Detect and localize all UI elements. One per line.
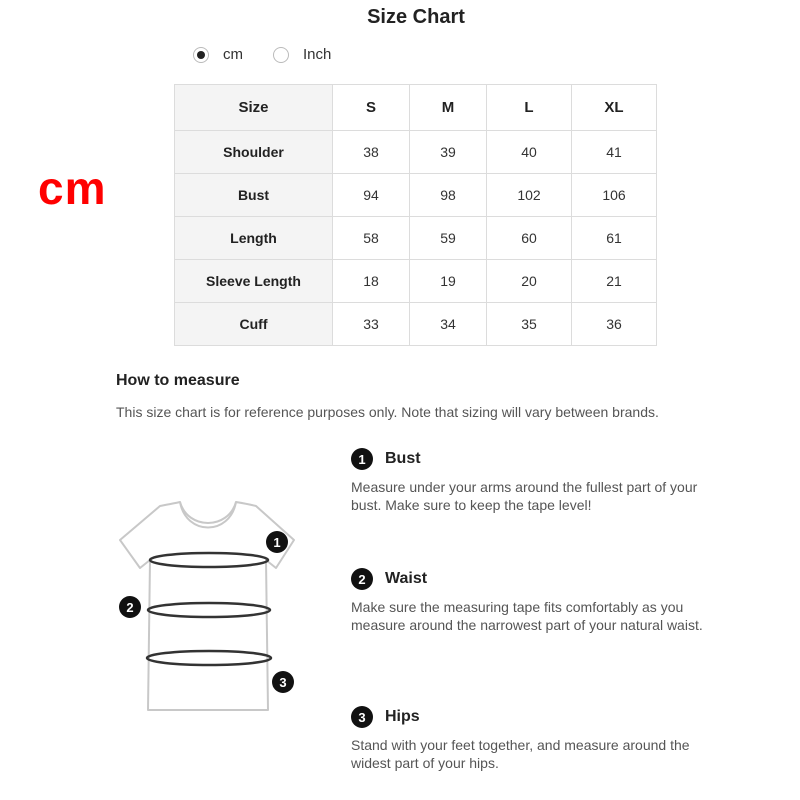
page-title: Size Chart xyxy=(367,6,465,28)
step-title: Waist xyxy=(385,570,428,587)
measure-step-waist xyxy=(351,568,731,634)
number-1-icon: 1 xyxy=(351,448,373,470)
tshirt-measure-icon xyxy=(108,500,308,720)
unit-option-label: Inch xyxy=(303,46,332,63)
table-cell: 18 xyxy=(333,260,410,303)
table-cell: 41 xyxy=(572,131,657,174)
row-label: Sleeve Length xyxy=(175,260,333,303)
table-cell: 60 xyxy=(487,217,572,260)
table-row xyxy=(175,174,657,217)
row-label: Shoulder xyxy=(175,131,333,174)
unit-option-label: cm xyxy=(223,46,243,63)
table-cell: 35 xyxy=(487,303,572,346)
table-header-cell: M xyxy=(410,85,487,131)
unit-option-cm[interactable] xyxy=(193,46,243,63)
row-label: Length xyxy=(175,217,333,260)
table-cell: 102 xyxy=(487,174,572,217)
table-row xyxy=(175,217,657,260)
table-cell: 59 xyxy=(410,217,487,260)
measure-step-bust xyxy=(351,448,731,514)
number-2-icon: 2 xyxy=(351,568,373,590)
step-title: Bust xyxy=(385,450,421,467)
marker-2-icon xyxy=(119,596,141,618)
table-header-cell: XL xyxy=(572,85,657,131)
step-description: Measure under your arms around the fullest part of your bust. Make sure to keep the tape level! xyxy=(351,479,698,513)
measure-step-hips xyxy=(351,706,731,772)
step-heading xyxy=(351,448,731,470)
table-cell: 38 xyxy=(333,131,410,174)
table-cell: 33 xyxy=(333,303,410,346)
step-heading xyxy=(351,706,731,728)
marker-3-icon xyxy=(272,671,294,693)
table-cell: 20 xyxy=(487,260,572,303)
size-table xyxy=(174,84,657,346)
table-row xyxy=(175,260,657,303)
table-row xyxy=(175,303,657,346)
step-description: Make sure the measuring tape fits comfortably as you measure around the narrowest part of your natural waist. xyxy=(351,599,703,633)
marker-label: 1 xyxy=(273,535,281,550)
row-label: Cuff xyxy=(175,303,333,346)
table-cell: 19 xyxy=(410,260,487,303)
radio-inch-icon[interactable] xyxy=(273,47,289,63)
table-cell: 106 xyxy=(572,174,657,217)
marker-label: 2 xyxy=(126,600,134,615)
how-to-measure-note: This size chart is for reference purposes only. Note that sizing will vary between brands. xyxy=(116,404,659,420)
radio-cm-icon[interactable] xyxy=(193,47,209,63)
marker-label: 3 xyxy=(279,675,287,690)
table-cell: 21 xyxy=(572,260,657,303)
table-header-cell: S xyxy=(333,85,410,131)
table-cell: 34 xyxy=(410,303,487,346)
unit-toggle xyxy=(193,46,361,63)
table-cell: 36 xyxy=(572,303,657,346)
step-description: Stand with your feet together, and measure around the widest part of your hips. xyxy=(351,737,690,771)
row-label: Bust xyxy=(175,174,333,217)
table-header-cell: Size xyxy=(175,85,333,131)
number-3-icon: 3 xyxy=(351,706,373,728)
table-cell: 40 xyxy=(487,131,572,174)
step-title: Hips xyxy=(385,708,420,725)
unit-option-inch[interactable] xyxy=(273,46,331,63)
table-cell: 94 xyxy=(333,174,410,217)
table-cell: 58 xyxy=(333,217,410,260)
step-heading xyxy=(351,568,731,590)
table-header-row xyxy=(175,85,657,131)
table-cell: 61 xyxy=(572,217,657,260)
table-row xyxy=(175,131,657,174)
table-header-cell: L xyxy=(487,85,572,131)
table-cell: 98 xyxy=(410,174,487,217)
unit-banner: cm xyxy=(38,162,107,214)
table-cell: 39 xyxy=(410,131,487,174)
marker-1-icon xyxy=(266,531,288,553)
how-to-measure-heading: How to measure xyxy=(116,372,240,389)
